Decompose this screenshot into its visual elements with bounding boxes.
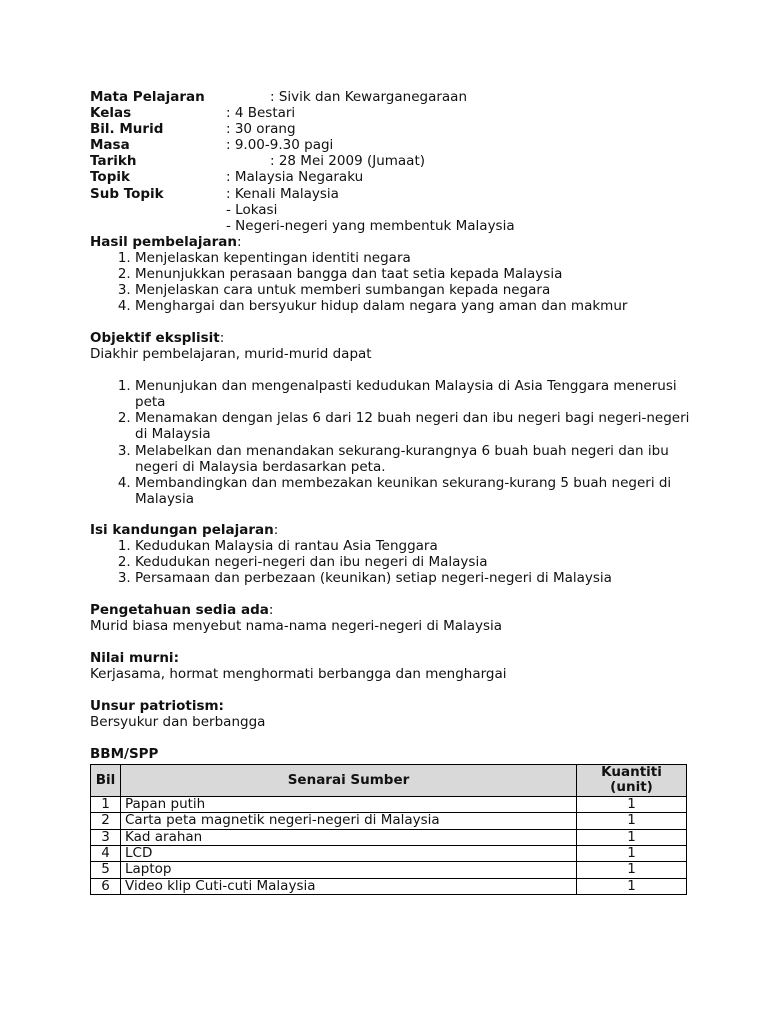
cell-qty: 1 bbox=[577, 862, 687, 878]
header-value: : 28 Mei 2009 (Jumaat) bbox=[270, 153, 426, 170]
cell-bil: 2 bbox=[91, 813, 121, 829]
content-list bbox=[90, 538, 690, 586]
header-value: - Lokasi bbox=[226, 201, 278, 218]
cell-sumber: LCD bbox=[121, 846, 577, 862]
cell-sumber: Kad arahan bbox=[121, 829, 577, 845]
column-header-sumber: Senarai Sumber bbox=[121, 765, 577, 797]
section-prior-knowledge: Pengetahuan sedia ada: Murid biasa menyebut nama-nama negeri-negeri di Malaysia bbox=[90, 602, 690, 634]
list-item: 4. Membandingkan dan membezakan keunikan sekurang-kurang 5 buah negeri di Malaysia bbox=[135, 475, 690, 507]
header-value: : 9.00-9.30 pagi bbox=[226, 137, 334, 154]
header-label: Tarikh bbox=[90, 153, 137, 170]
section-title: Objektif eksplisit bbox=[90, 330, 220, 346]
cell-sumber: Video klip Cuti-cuti Malaysia bbox=[121, 878, 577, 894]
table-row bbox=[91, 813, 687, 829]
table-row bbox=[91, 846, 687, 862]
header-value: : Kenali Malaysia bbox=[226, 185, 339, 202]
cell-bil: 5 bbox=[91, 862, 121, 878]
header-value: : Malaysia Negaraku bbox=[226, 169, 364, 186]
table-row bbox=[91, 862, 687, 878]
list-item: 1. Kedudukan Malaysia di rantau Asia Tenggara bbox=[135, 538, 690, 554]
cell-bil: 1 bbox=[91, 796, 121, 812]
section-learning-outcomes: Hasil pembelajaran: 1. Menjelaskan kepentingan identiti negara 2. Menunjukkan perasaan bangga dan taat setia kepada Malaysia 3. Menjelaskan cara untuk memberi sumbangan kepada negara 4. Menghargai dan bersyukur hidup dalam negara yang aman dan makmur bbox=[90, 234, 690, 314]
outcomes-list bbox=[90, 250, 690, 314]
materials-table bbox=[90, 764, 687, 895]
cell-sumber: Carta peta magnetik negeri-negeri di Malaysia bbox=[121, 813, 577, 829]
section-title: Hasil pembelajaran bbox=[90, 234, 237, 250]
section-materials bbox=[90, 746, 690, 762]
table-row bbox=[91, 796, 687, 812]
cell-bil: 3 bbox=[91, 829, 121, 845]
section-content: Isi kandungan pelajaran: 1. Kedudukan Malaysia di rantau Asia Tenggara 2. Kedudukan negeri-negeri dan ibu negeri di Malaysia 3. Persamaan dan perbezaan (keunikan) setiap negeri-negeri di Malaysia bbox=[90, 522, 690, 586]
objectives-list bbox=[90, 378, 690, 507]
list-item: 2. Menunjukkan perasaan bangga dan taat setia kepada Malaysia bbox=[135, 266, 690, 282]
list-item: 3. Menjelaskan cara untuk memberi sumbangan kepada negara bbox=[135, 282, 690, 298]
cell-qty: 1 bbox=[577, 829, 687, 845]
table-row bbox=[91, 878, 687, 894]
header-label: Mata Pelajaran bbox=[90, 89, 205, 105]
list-item: 1. Menunjukan dan mengenalpasti kedudukan Malaysia di Asia Tenggara menerusi peta bbox=[135, 378, 690, 410]
section-title: Unsur patriotism: bbox=[90, 698, 224, 714]
section-title: BBM/SPP bbox=[90, 746, 159, 762]
cell-qty: 1 bbox=[577, 846, 687, 862]
section-explicit-objectives: Objektif eksplisit: Diakhir pembelajaran, murid-murid dapat 1. Menunjukan dan mengenalpasti kedudukan Malaysia di Asia Tenggara menerusi peta 2. Menamakan dengan jelas 6 dari 12 buah negeri dan ibu negeri bagi negeri-negeri di Malaysia 3. Melabelkan dan menandakan sekurang-kurangnya 6 buah buah negeri dan ibu negeri di Malaysia berdasarkan peta. 4. Membandingkan dan membezakan keunikan sekurang-kurang 5 buah negeri di Malaysia bbox=[90, 330, 690, 507]
table-header-row bbox=[91, 765, 687, 797]
header-label: Masa bbox=[90, 137, 130, 154]
header-label: Kelas bbox=[90, 105, 132, 122]
list-item: 3. Melabelkan dan menandakan sekurang-kurangnya 6 buah buah negeri dan ibu negeri di Malaysia berdasarkan peta. bbox=[135, 443, 690, 475]
cell-qty: 1 bbox=[577, 813, 687, 829]
list-item: 2. Menamakan dengan jelas 6 dari 12 buah negeri dan ibu negeri bagi negeri-negeri di Malaysia bbox=[135, 410, 690, 442]
header-label: Topik bbox=[90, 169, 130, 186]
header-value: : 4 Bestari bbox=[226, 105, 296, 122]
header-value: - Negeri-negeri yang membentuk Malaysia bbox=[226, 217, 515, 234]
list-item: 2. Kedudukan negeri-negeri dan ibu negeri di Malaysia bbox=[135, 554, 690, 570]
cell-sumber: Laptop bbox=[121, 862, 577, 878]
list-item: 4. Menghargai dan bersyukur hidup dalam negara yang aman dan makmur bbox=[135, 298, 690, 314]
objectives-intro: Diakhir pembelajaran, murid-murid dapat bbox=[90, 346, 372, 363]
cell-qty: 1 bbox=[577, 796, 687, 812]
header-value: : Sivik dan Kewarganegaraan bbox=[270, 89, 468, 105]
section-title: Isi kandungan pelajaran bbox=[90, 522, 274, 538]
header-label: Sub Topik bbox=[90, 185, 164, 202]
column-header-bil: Bil bbox=[91, 765, 121, 797]
cell-qty: 1 bbox=[577, 878, 687, 894]
section-title: Pengetahuan sedia ada bbox=[90, 602, 269, 618]
cell-bil: 6 bbox=[91, 878, 121, 894]
list-item: 3. Persamaan dan perbezaan (keunikan) setiap negeri-negeri di Malaysia bbox=[135, 570, 690, 586]
section-text: Bersyukur dan berbangga bbox=[90, 714, 266, 731]
section-text: Kerjasama, hormat menghormati berbangga dan menghargai bbox=[90, 666, 507, 683]
column-header-qty: Kuantiti (unit) bbox=[577, 765, 687, 797]
section-values bbox=[90, 650, 690, 682]
table-row bbox=[91, 829, 687, 845]
header-label: Bil. Murid bbox=[90, 121, 164, 138]
section-title: Nilai murni: bbox=[90, 650, 179, 666]
list-item: 1. Menjelaskan kepentingan identiti negara bbox=[135, 250, 690, 266]
cell-sumber: Papan putih bbox=[121, 796, 577, 812]
header-value: : 30 orang bbox=[226, 121, 296, 138]
section-text: Murid biasa menyebut nama-nama negeri-negeri di Malaysia bbox=[90, 618, 503, 635]
section-patriotism bbox=[90, 698, 690, 730]
cell-bil: 4 bbox=[91, 846, 121, 862]
